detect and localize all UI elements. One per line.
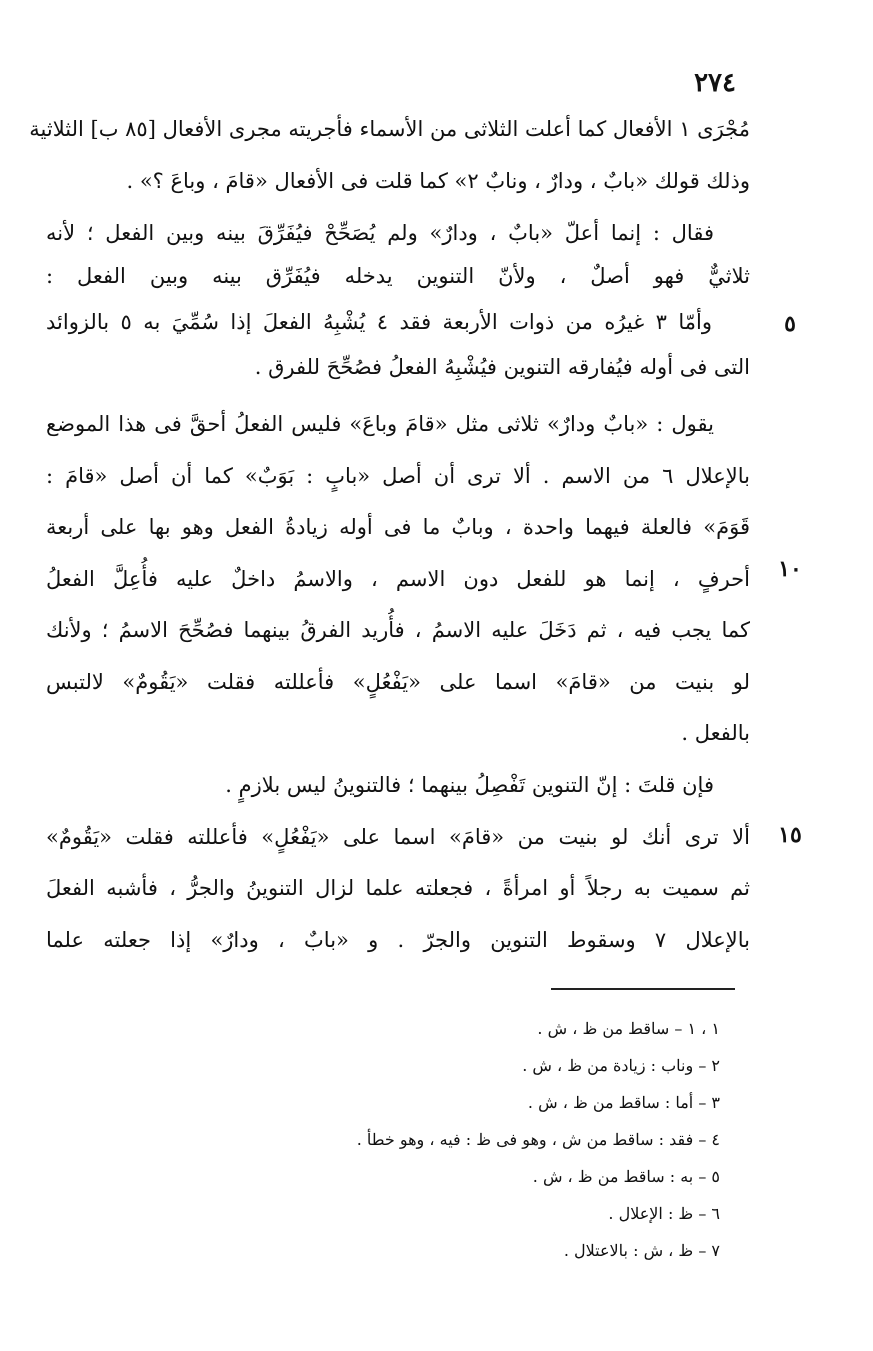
footnote-divider xyxy=(551,988,735,990)
footnote: ٥ – به : ساقط من ظ ، ش . xyxy=(532,1167,720,1186)
footnote: ١ ، ١ – ساقط من ظ ، ش . xyxy=(537,1019,720,1038)
text-line: ألا ترى أنك لو بنيت من «قامَ» اسما على «يَفْعُلٍ» فأعللته فقلت «يَقُومٌ» xyxy=(46,824,750,849)
page-number: ٢٧٤ xyxy=(694,68,736,98)
text-line: وأمّا ٣ غيرُه من ذوات الأربعة فقد ٤ يُشْبِهُ الفعلَ إذا سُمِّيَ به ٥ بالزوائد xyxy=(46,310,712,334)
footnote: ٤ – فقد : ساقط من ش ، وهو فى ظ : فيه ، وهو خطأ . xyxy=(356,1130,720,1149)
paragraph-4 xyxy=(46,760,750,966)
footnote: ٣ – أما : ساقط من ظ ، ش . xyxy=(527,1093,720,1112)
text-line: بالإعلال ٧ وسقوط التنوين والجرّ . و «بابٌ ، ودارٌ» إذا جعلته علما xyxy=(46,927,750,952)
footnotes xyxy=(200,1010,720,1269)
footnote: ٦ – ظ : الإعلال . xyxy=(608,1204,720,1223)
line-number-marker: ٥ xyxy=(784,311,796,337)
text-line: أحرفٍ ، إنما هو للفعل دون الاسم ، والاسمُ داخلٌ عليه فأُعِلَّ الفعلُ xyxy=(46,566,750,591)
text-line: ثلاثيٌّ فهو أصلٌ ، ولأنّ التنوين يدخله فيُفَرِّق بينه وبين الفعل : xyxy=(46,264,750,288)
footnote: ٧ – ظ ، ش : بالاعتلال . xyxy=(563,1241,720,1260)
text-line: بالإعلال ٦ من الاسم . ألا ترى أن أصل «بابٍ : بَوَبٌ» كما أن أصل «قامَ : xyxy=(46,463,751,488)
line-number-marker: ١٠ xyxy=(778,556,802,582)
text-line: ثم سميت به رجلاً أو امرأةً ، فجعلته علما لزال التنوينُ والجرُّ ، فأشبه الفعلَ xyxy=(46,876,750,900)
text-line: بالفعل . xyxy=(681,721,750,745)
text-line: قَوَمَ» فالعلة فيهما واحدة ، وبابٌ ما فى أوله زيادةُ الفعل وهو بها على أربعة xyxy=(46,515,750,539)
text-line: مُجْرَى ١ الأفعال كما أعلت الثلاثى من الأسماء فأجريته مجرى الأفعال [٨٥ ب] الثلاثية xyxy=(29,117,750,141)
text-line: كما يجب فيه ، ثم دَخَلَ عليه الاسمُ ، فأُريد الفرقُ بينهما فصُحِّحَ الاسمُ ؛ ولأنك xyxy=(46,618,750,642)
paragraph-3 xyxy=(46,399,750,760)
paragraph-1 xyxy=(29,104,750,207)
footnote: ٢ – وناب : زيادة من ظ ، ش . xyxy=(522,1056,720,1075)
text-line: التى فى أوله فيُفارقه التنوين فيُشْبِهُ الفعلُ فصُحِّحَ للفرق . xyxy=(254,355,750,379)
paragraph-2 xyxy=(46,212,750,389)
text-line: وذلك قولك «بابٌ ، ودارٌ ، ونابٌ ٢» كما قلت فى الأفعال «قامَ ، وباعَ ؟» . xyxy=(126,168,750,193)
text-line: فإن قلتَ : إنّ التنوين تَفْصِلُ بينهما ؛ فالتنوينُ ليس بلازمٍ . xyxy=(225,773,714,797)
text-line: لو بنيت من «قامَ» اسما على «يَفْعُلٍ» فأعللته فقلت «يَقُومٌ» لالتبس xyxy=(46,669,750,694)
text-line: فقال : إنما أعلّ «بابٌ ، ودارٌ» ولم يُصَحِّحْ فيُفَرِّقَ بينه وبين الفعل ؛ لأنه xyxy=(46,221,714,245)
text-line: يقول : «بابٌ ودارٌ» ثلاثى مثل «قامَ وباعَ» فليس الفعلُ أحقَّ فى هذا الموضع xyxy=(46,412,714,436)
line-number-marker: ١٥ xyxy=(778,822,802,848)
